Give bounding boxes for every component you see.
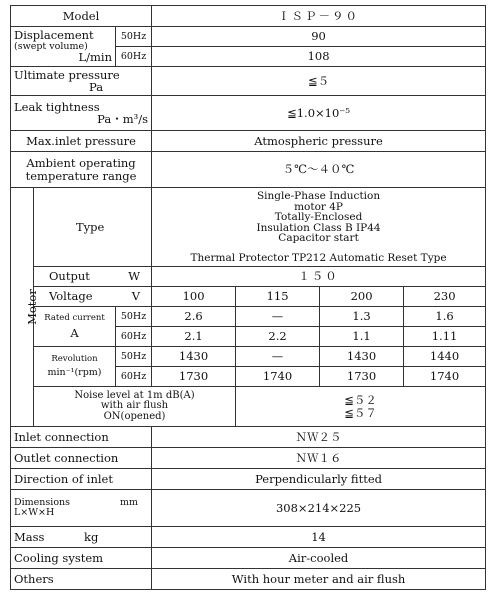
revolution-value: 1740	[404, 367, 486, 387]
rated-current-freq-50: 50Hz	[116, 307, 152, 327]
displacement-value-60: 108	[152, 47, 486, 67]
rated-current-value: 1.1	[320, 327, 404, 347]
mass-label-cell	[11, 527, 152, 548]
revolution-label-cell	[34, 347, 116, 387]
row-revolution-50	[11, 347, 486, 367]
ultimate-pressure-label-cell	[11, 67, 152, 96]
row-motor-type	[11, 188, 486, 267]
direction-value: Perpendicularly fitted	[152, 469, 486, 490]
row-voltage	[11, 287, 486, 307]
rated-current-label: Rated current	[44, 312, 105, 323]
model-value: ＩＳＰ－９０	[152, 6, 486, 27]
ambient-value: ５℃～４０℃	[152, 152, 486, 188]
rated-current-label-cell	[34, 307, 116, 347]
revolution-unit: min⁻¹(rpm)	[47, 367, 102, 379]
rated-current-value: 1.3	[320, 307, 404, 327]
dimensions-sub: L×W×H	[14, 507, 55, 518]
displacement-unit: L/min	[78, 50, 112, 65]
rated-current-value: 2.1	[152, 327, 236, 347]
rated-current-value: 2.2	[236, 327, 320, 347]
voltage-label-cell	[34, 287, 152, 307]
mass-unit: kg	[84, 529, 99, 544]
spec-table	[10, 5, 486, 590]
others-value: With hour meter and air flush	[152, 569, 486, 590]
motor-type-line: Capacitor start	[278, 232, 359, 244]
noise-value: ≦５２	[344, 393, 377, 408]
displacement-label2: (swept volume)	[14, 40, 88, 52]
motor-protector: Thermal Protector TP212 Automatic Reset Type	[190, 251, 447, 264]
noise-value: ≦５７	[344, 405, 377, 420]
voltage-value: 100	[152, 287, 236, 307]
row-outlet	[11, 448, 486, 469]
leak-tightness-label: Leak tightness	[14, 99, 100, 114]
motor-type-value-cell	[152, 188, 486, 267]
dimensions-label-cell	[11, 490, 152, 527]
leak-tightness-unit: Pa・m³/s	[97, 112, 149, 126]
row-output	[11, 267, 486, 287]
revolution-value: 1430	[152, 347, 236, 367]
output-label-cell	[34, 267, 152, 287]
max-inlet-value: Atmospheric pressure	[152, 131, 486, 152]
revolution-freq-50: 50Hz	[116, 347, 152, 367]
cooling-value: Air-cooled	[152, 548, 486, 569]
revolution-value: 1440	[404, 347, 486, 367]
row-ultimate-pressure	[11, 67, 486, 96]
motor-type-line: Totally-Enclosed	[274, 211, 363, 223]
max-inlet-label: Max.inlet pressure	[11, 131, 152, 152]
rated-current-freq-60: 60Hz	[116, 327, 152, 347]
rated-current-value: —	[236, 307, 320, 327]
leak-tightness-label-cell	[11, 96, 152, 131]
ultimate-pressure-value: ≦５	[152, 67, 486, 96]
dimensions-unit: mm	[120, 497, 139, 509]
outlet-value: ＮＷ１６	[152, 448, 486, 469]
row-cooling	[11, 548, 486, 569]
dimensions-value: 308×214×225	[152, 490, 486, 527]
row-leak-tightness	[11, 96, 486, 131]
direction-label: Direction of inlet	[11, 469, 152, 490]
displacement-label: Displacement	[14, 28, 94, 43]
ultimate-pressure-label: Ultimate pressure	[14, 67, 120, 82]
output-unit: W	[128, 269, 141, 284]
displacement-freq-50: 50Hz	[116, 27, 152, 47]
row-dimensions	[11, 490, 486, 527]
row-model	[11, 6, 486, 27]
revolution-value: 1730	[152, 367, 236, 387]
displacement-label-cell	[11, 27, 116, 67]
motor-type-line: Insulation Class B IP44	[256, 221, 381, 234]
output-label: Output	[49, 269, 90, 284]
cooling-label: Cooling system	[11, 548, 152, 569]
motor-section-cell	[11, 188, 39, 427]
ambient-label: Ambient operating temperature range	[11, 152, 152, 188]
voltage-unit: V	[131, 289, 141, 304]
revolution-label: Revolution	[51, 353, 98, 364]
row-max-inlet	[11, 131, 486, 152]
output-value: １５０	[152, 267, 486, 287]
inlet-value: ＮＷ２５	[152, 427, 486, 448]
revolution-freq-60: 60Hz	[116, 367, 152, 387]
revolution-value: 1740	[236, 367, 320, 387]
row-others	[11, 569, 486, 590]
rated-current-value: 1.11	[404, 327, 486, 347]
row-mass	[11, 527, 486, 548]
leak-tightness-value: ≦1.0×10⁻⁵	[152, 96, 486, 131]
voltage-value: 200	[320, 287, 404, 307]
rated-current-value: 2.6	[152, 307, 236, 327]
motor-section-label: Motor	[24, 289, 39, 325]
revolution-value: 1730	[320, 367, 404, 387]
row-inlet	[11, 427, 486, 448]
motor-type-line: motor 4P	[294, 200, 343, 213]
displacement-value-50: 90	[152, 27, 486, 47]
row-rated-current-50	[11, 307, 486, 327]
model-label: Model	[11, 6, 152, 27]
row-noise	[11, 387, 486, 427]
inlet-label: Inlet connection	[11, 427, 152, 448]
motor-type-line: Single-Phase Induction	[256, 190, 381, 202]
noise-label: Noise level at 1m dB(A) with air flush ON(opened)	[34, 387, 236, 427]
dimensions-label: Dimensions	[14, 497, 71, 509]
revolution-value: 1430	[320, 347, 404, 367]
mass-value: 14	[152, 527, 486, 548]
others-label: Others	[11, 569, 152, 590]
noise-value-cell	[236, 387, 486, 427]
rated-current-unit: A	[70, 326, 79, 341]
voltage-label: Voltage	[49, 289, 93, 304]
rated-current-value: 1.6	[404, 307, 486, 327]
row-direction	[11, 469, 486, 490]
voltage-value: 115	[236, 287, 320, 307]
row-displacement-50	[11, 27, 486, 47]
ultimate-pressure-unit: Pa	[88, 80, 104, 94]
revolution-value: —	[236, 347, 320, 367]
mass-label: Mass	[14, 529, 45, 544]
motor-type-label: Type	[34, 188, 152, 267]
voltage-value: 230	[404, 287, 486, 307]
outlet-label: Outlet connection	[11, 448, 152, 469]
row-ambient	[11, 152, 486, 188]
displacement-freq-60: 60Hz	[116, 47, 152, 67]
